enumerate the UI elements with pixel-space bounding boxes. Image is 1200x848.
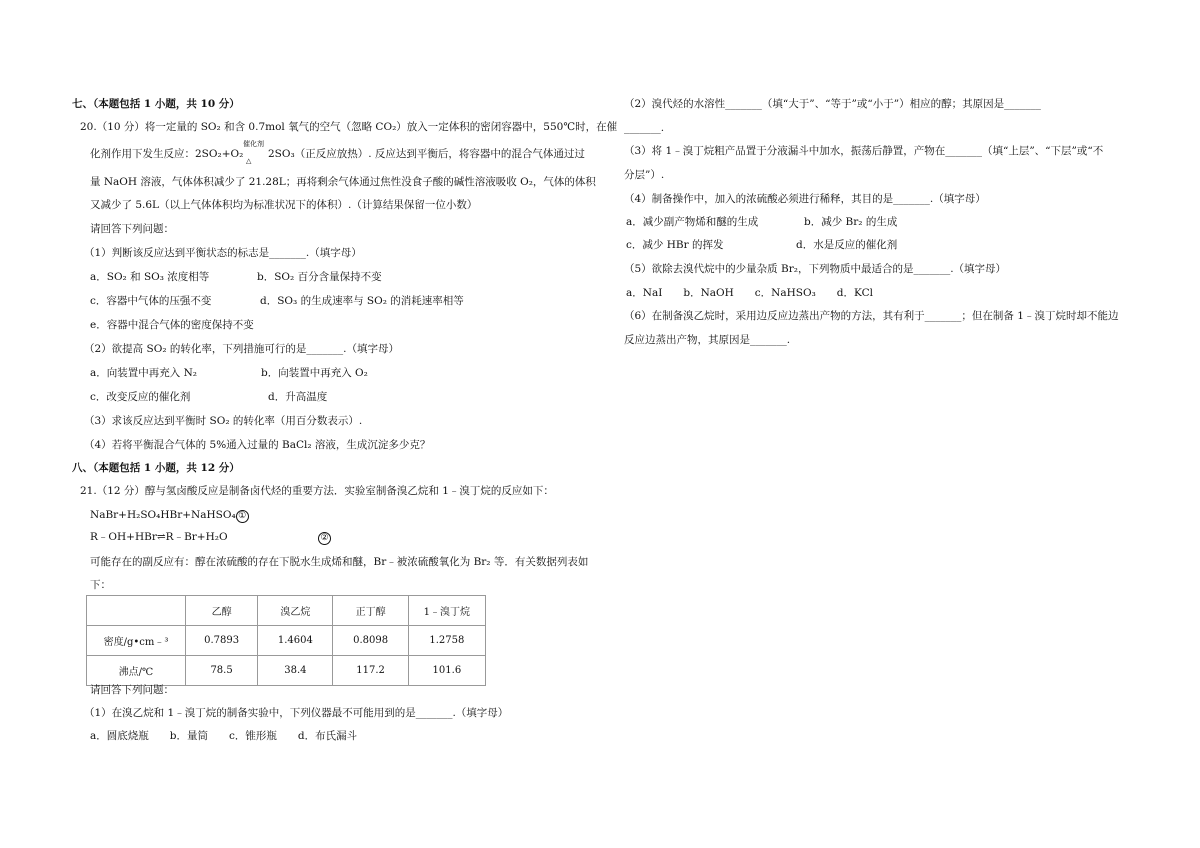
q20-1-option-a: a．SO₂ 和 SO₃ 浓度相等 [90, 271, 210, 283]
q21-line-2: 可能存在的副反应有：醇在浓硫酸的存在下脱水生成烯和醚，Br﹣被浓硫酸氧化为 Br₂ 等．有关数据列表如 [90, 556, 589, 568]
data-table [86, 595, 486, 686]
table-cell: 1.2758 [408, 626, 485, 656]
q21-part-6-line-2: 反应边蒸出产物，其原因是_______. [624, 334, 791, 346]
q20-line-2a: 化剂作用下发生反应：2SO₂+O₂ [90, 148, 244, 160]
table-header-row [87, 596, 486, 626]
table-cell: 117.2 [333, 656, 408, 686]
q21-ask: 请回答下列问题： [90, 684, 174, 696]
table-cell: 沸点/℃ [87, 656, 186, 686]
catalyst-label: 催化剂 [243, 140, 264, 148]
q20-1-option-d: d．SO₃ 的生成速率与 SO₂ 的消耗速率相等 [260, 295, 464, 307]
q21-reaction-2: R﹣OH+HBr⇌R﹣Br+H₂O [90, 531, 228, 543]
table-cell [87, 596, 186, 626]
q20-part-4: （4）若将平衡混合气体的 5%通入过量的 BaCl₂ 溶液，生成沉淀多少克？ [84, 439, 431, 451]
q20-ask: 请回答下列问题： [90, 223, 174, 235]
q20-part-1: （1）判断该反应达到平衡状态的标志是_______.（填字母） [84, 247, 362, 259]
q21-4-option-b: b．减少 Br₂ 的生成 [804, 216, 898, 228]
q20-part-3: （3）求该反应达到平衡时 SO₂ 的转化率（用百分数表示）. [84, 415, 363, 427]
table-row [87, 626, 486, 656]
q21-4-option-a: a．减少副产物烯和醚的生成 [626, 216, 759, 228]
q21-1-options: a．圆底烧瓶 b．量筒 c．锥形瓶 d．布氏漏斗 [90, 730, 358, 742]
q21-part-5: （5）欲除去溴代烷中的少量杂质 Br₂，下列物质中最适合的是_______.（填字母） [624, 263, 1007, 275]
q20-line-4: 又减少了 5.6L（以上气体体积均为标准状况下的体积）.（计算结果保留一位小数） [90, 199, 478, 211]
q20-1-option-c: c．容器中气体的压强不变 [90, 295, 212, 307]
heat-symbol: △ [246, 157, 252, 165]
reaction-2-number: ② [318, 532, 331, 545]
section-7-heading: 七、（本题包括 1 小题，共 10 分） [72, 98, 240, 110]
table-cell: 0.7893 [185, 626, 257, 656]
table-cell: 正丁醇 [333, 596, 408, 626]
q20-1-option-b: b．SO₂ 百分含量保持不变 [257, 271, 382, 283]
q20-2-option-b: b．向装置中再充入 O₂ [261, 367, 368, 379]
q20-line-3: 量 NaOH 溶液，气体体积减少了 21.28L；再将剩余气体通过焦性没食子酸的碱性溶液吸收 O₂，气体的体积 [90, 176, 596, 188]
q20-1-option-e: e．容器中混合气体的密度保持不变 [90, 319, 254, 331]
q21-part-3-line-1: （3）将 1﹣溴丁烷粗产品置于分液漏斗中加水，振荡后静置，产物在_______（填“上层”、“下层”或“不 [624, 145, 1104, 157]
table-cell: 38.4 [258, 656, 333, 686]
table-row [87, 656, 486, 686]
q21-part-1: （1）在溴乙烷和 1﹣溴丁烷的制备实验中，下列仪器最不可能用到的是_______.（填字母） [84, 707, 509, 719]
table-cell: 0.8098 [333, 626, 408, 656]
q20-line-2b: 2SO₃（正反应放热）. 反应达到平衡后，将容器中的混合气体通过过 [268, 148, 585, 160]
table-cell: 101.6 [408, 656, 485, 686]
q21-line-3: 下： [90, 579, 111, 591]
q21-4-option-c: c．减少 HBr 的挥发 [626, 239, 724, 251]
q20-part-2: （2）欲提高 SO₂ 的转化率，下列措施可行的是_______.（填字母） [84, 343, 399, 355]
q20-line-1: 20.（10 分）将一定量的 SO₂ 和含 0.7mol 氧气的空气（忽略 CO₂）放入一定体积的密闭容器中，550℃时，在催 [80, 121, 618, 133]
reaction-1-number: ① [236, 510, 249, 523]
q20-2-option-c: c．改变反应的催化剂 [90, 391, 191, 403]
q21-4-option-d: d．水是反应的催化剂 [796, 239, 898, 251]
table-cell: 溴乙烷 [258, 596, 333, 626]
q21-part-6-line-1: （6）在制备溴乙烷时，采用边反应边蒸出产物的方法，其有利于_______；但在制备 1﹣溴丁烷时却不能边 [624, 310, 1119, 322]
table-cell: 乙醇 [185, 596, 257, 626]
table-cell: 1.4604 [258, 626, 333, 656]
q21-reaction-1: NaBr+H₂SO₄HBr+NaHSO₄ ① [90, 508, 249, 523]
table-cell: 1﹣溴丁烷 [408, 596, 485, 626]
q21-line-1: 21.（12 分）醇与氢卤酸反应是制备卤代烃的重要方法．实验室制备溴乙烷和 1﹣溴丁烷的反应如下： [80, 485, 554, 497]
section-8-heading: 八、（本题包括 1 小题，共 12 分） [72, 462, 240, 474]
table-cell: 密度/g•cm﹣³ [87, 626, 186, 656]
q21-part-2-line-1: （2）溴代烃的水溶性_______（填“大于”、“等于”或“小于”）相应的醇；其原因是_______ [624, 98, 1041, 110]
q20-2-option-d: d．升高温度 [268, 391, 328, 403]
q21-5-options: a．NaI b．NaOH c．NaHSO₃ d．KCl [626, 287, 873, 299]
q21-part-3-line-2: 分层”）. [624, 169, 665, 181]
q21-part-2-line-2: _______. [624, 122, 665, 134]
q20-2-option-a: a．向装置中再充入 N₂ [90, 367, 197, 379]
table-cell: 78.5 [185, 656, 257, 686]
q21-part-4: （4）制备操作中，加入的浓硫酸必须进行稀释，其目的是_______.（填字母） [624, 193, 986, 205]
